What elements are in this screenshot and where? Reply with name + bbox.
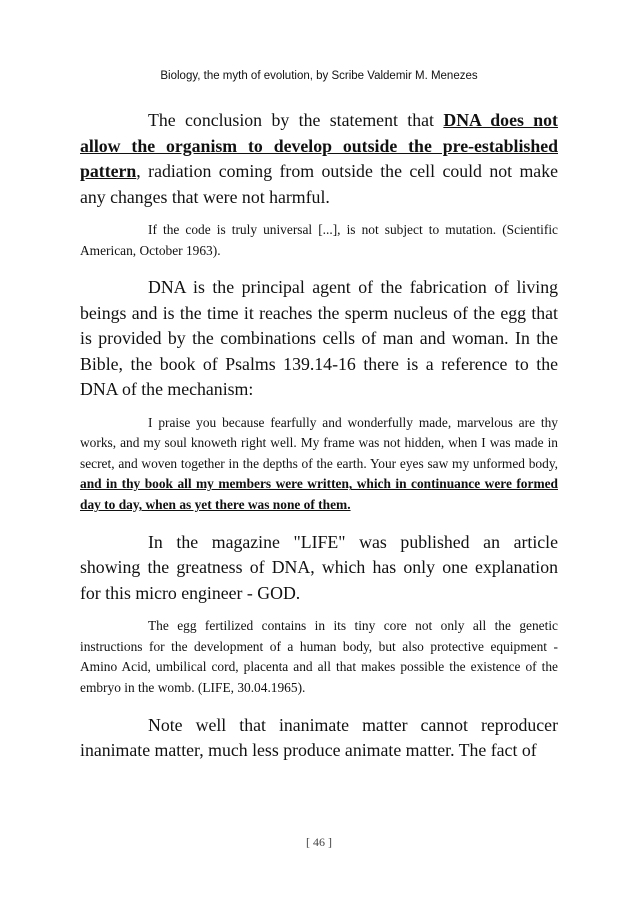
paragraph-dna-conclusion [80, 108, 558, 210]
paragraph-life-magazine: In the magazine "LIFE" was published an article showing the greatness of DNA, which has only one explanation for this micro engineer - GOD. [80, 531, 558, 603]
paragraph-inanimate-matter: Note well that inanimate matter cannot reproducer inanimate matter, much less produce animate matter. The fact of [80, 714, 558, 761]
quote-text: I praise you because fearfully and wonderfully made, marvelous are thy works, and my soul knoweth right well. My frame was not hidden, when I was made in secret, and woven together in the depths of the earth. Your eyes saw my unformed body, [80, 414, 558, 471]
quote-scientific-american: If the code is truly universal [...], is not subject to mutation. (Scientific American, October 1963). [80, 222, 558, 258]
running-header: Biology, the myth of evolution, by Scribe Valdemir M. Menezes [160, 70, 478, 82]
paragraph-dna-agent: DNA is the principal agent of the fabrication of living beings and is the time it reaches the sperm nucleus of the egg that is provided by the combinations cells of man and woman. In the Bible, the book of Psalms 139.14-16 there is a reference to the DNA of the mechanism: [80, 277, 558, 400]
page-body [80, 108, 558, 774]
paragraph-text: The conclusion by the statement that [148, 110, 444, 130]
quote-life: The egg fertilized contains in its tiny core not only all the genetic instructions for the development of a human body, but also protective equipment - Amino Acid, umbilical cord, placenta and all that makes possible the existence of the embryo in the womb. (LIFE, 30.04.1965). [80, 618, 558, 695]
quote-psalms [80, 413, 558, 516]
emphasized-text: DNA does not allow the organism to develop outside the pre-established pattern [80, 110, 558, 181]
page-number: [ 46 ] [306, 835, 332, 849]
emphasized-quote-text: and in thy book all my members were written, which in continuance were formed day to day, when as yet there was none of them. [80, 476, 558, 513]
paragraph-text: , radiation coming from outside the cell could not make any changes that were not harmful. [80, 161, 558, 207]
